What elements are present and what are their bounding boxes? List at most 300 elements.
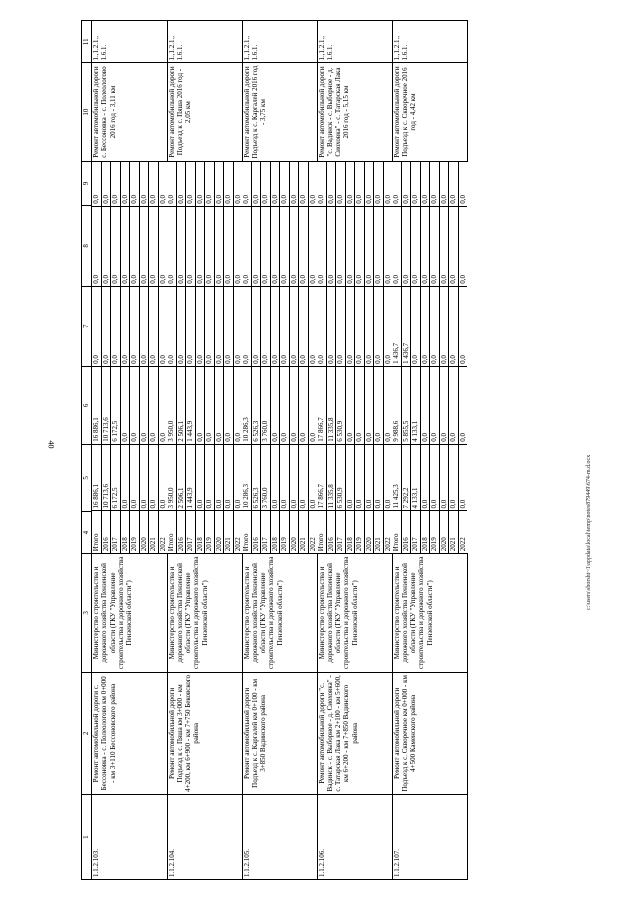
amount-cell: 6 530,9 [336,444,346,511]
amount-cell: 0,0 [355,444,365,511]
amount-cell: 0,0 [205,206,215,286]
amount-cell: 0,0 [401,162,411,207]
amount-cell: 0,0 [458,194,467,204]
amount-cell: 0,0 [420,286,430,366]
amount-cell: 0,0 [355,162,365,207]
year-cell: 2018 [270,511,280,553]
amount-cell: 0,0 [139,286,149,366]
amount-cell: 2 506,1 [176,366,186,444]
amount-cell: 3 950,0 [167,444,176,511]
table-row [317,21,392,880]
amount-cell: 0,0 [364,444,374,511]
column-number: 11 [82,21,92,63]
amount-cell: 0,0 [308,194,317,204]
expected-result: Ремонт автомобильной дороги Подъезд к с. Пяша 2016 год - 2,05 км [167,63,242,161]
amount-cell: 0,0 [326,162,336,207]
year-cell: 2021 [299,511,309,553]
amount-cell: 0,0 [158,194,167,204]
amount-cell: 0,0 [214,286,224,366]
financing-year-row [233,162,242,554]
amount-cell: 11 335,8 [326,366,336,444]
measure-code: 1.1.2.105. [242,795,317,880]
amount-cell: 0,0 [392,162,401,207]
amount-cell: 4 133,1 [411,444,421,511]
financing-year-row [439,162,449,554]
amount-cell: 0,0 [92,206,101,286]
measure-name: Ремонт автомобильной дороги Подъезд к с. Каргалей км 0+100 - км 3+850 Вадинского района [242,672,317,795]
amount-cell: 0,0 [383,366,392,444]
amount-cell: 0,0 [355,206,365,286]
amount-cell: 0,0 [233,194,242,204]
amount-cell: 0,0 [251,286,261,366]
financing-block [92,161,168,554]
amount-cell: 0,0 [158,206,167,286]
amount-cell: 3 760,0 [261,366,271,444]
amount-cell: 0,0 [120,162,130,207]
amount-cell: 0,0 [364,286,374,366]
amount-cell: 11 425,3 [392,444,401,511]
amount-cell: 0,0 [205,286,215,366]
table-body [92,21,468,880]
year-cell: Итого [167,511,176,553]
year-cell: Итого [92,511,101,553]
financing-year-row [101,162,111,554]
amount-cell: 0,0 [214,162,224,207]
amount-cell: 0,0 [458,366,467,444]
amount-cell: 4 133,1 [411,366,421,444]
financing-year-row [149,162,159,554]
financing-year-row [383,162,392,554]
amount-cell: 0,0 [242,162,251,207]
amount-cell: 0,0 [336,286,346,366]
amount-cell: 17 866,7 [317,366,326,444]
year-cell: Итого [317,511,326,553]
measure-name: Ремонт автомобильной дороги Подъезд к с. Пяша км 3+000 - км 4+200, км 6+900 - км 7+750 Бековского района [167,672,242,795]
amount-cell: 1 436,7 [392,286,401,366]
financing-year-row [167,162,176,554]
year-cell: 2021 [374,511,384,553]
amount-cell: 0,0 [458,444,467,511]
amount-cell: 0,0 [449,366,459,444]
amount-cell: 0,0 [308,206,317,286]
financing-year-row [224,162,234,554]
financing-year-row [130,162,140,554]
year-cell: 2019 [355,511,365,553]
expected-result: Ремонт автомобильной дороги Подъезд к с. Каргалей 2016 год - 3,75 км [242,63,317,161]
amount-cell: 0,0 [280,444,290,511]
amount-cell: 0,0 [430,444,440,511]
amount-cell: 0,0 [439,206,449,286]
amount-cell: 0,0 [449,286,459,366]
year-cell: 2020 [439,511,449,553]
amount-cell: 10 286,3 [242,444,251,511]
amount-cell: 0,0 [224,444,234,511]
amount-cell: 0,0 [299,444,309,511]
year-cell: 2022 [308,511,317,553]
year-cell: 2022 [233,511,242,553]
responsible-executor: Министерство строительства и дорожного хозяйства Пензенской области (ГКУ "Управление строительства и дорожного хозяйства Пензенской области") [242,554,317,672]
amount-cell: 0,0 [439,286,449,366]
financing-year-row [251,162,261,554]
amount-cell: 0,0 [430,366,440,444]
expected-result: Ремонт автомобильной дороги с. Бессоновка - с. Полеологово 2016 год - 3,11 км [92,63,168,161]
amount-cell: 0,0 [214,206,224,286]
financing-year-row [411,162,421,554]
amount-cell: 6 526,3 [251,444,261,511]
amount-cell: 0,0 [186,162,196,207]
financing-table [92,162,167,554]
column-number: 2 [82,672,92,795]
financing-year-row [336,162,346,554]
year-cell: 2021 [449,511,459,553]
amount-cell: 0,0 [299,206,309,286]
financing-year-row [186,162,196,554]
table-row [92,21,168,880]
year-cell: 2017 [261,511,271,553]
amount-cell: 0,0 [420,366,430,444]
measure-code: 1.1.2.103. [92,795,168,880]
amount-cell: 0,0 [364,206,374,286]
amount-cell: 0,0 [345,286,355,366]
amount-cell: 0,0 [139,366,149,444]
amount-cell: 10 713,6 [101,366,111,444]
amount-cell: 0,0 [439,444,449,511]
amount-cell: 16 886,1 [92,444,101,511]
amount-cell: 0,0 [139,206,149,286]
amount-cell: 0,0 [270,206,280,286]
amount-cell: 0,0 [270,162,280,207]
financing-block [392,161,467,554]
amount-cell: 9 988,6 [392,366,401,444]
column-number: 5 [82,444,92,511]
amount-cell: 0,0 [326,286,336,366]
amount-cell: 17 866,7 [317,444,326,511]
amount-cell: 0,0 [186,286,196,366]
amount-cell: 0,0 [270,444,280,511]
amount-cell: 2 506,1 [176,444,186,511]
financing-year-row [449,162,459,554]
amount-cell: 0,0 [176,162,186,207]
year-cell: 2018 [420,511,430,553]
amount-cell: 0,0 [374,206,384,286]
amount-cell: 0,0 [270,366,280,444]
amount-cell: 0,0 [326,206,336,286]
amount-cell: 0,0 [308,286,317,366]
financing-year-row [120,162,130,554]
financing-year-row [430,162,440,554]
amount-cell: 0,0 [317,286,326,366]
amount-cell: 3 760,0 [261,444,271,511]
year-cell: 2017 [186,511,196,553]
amount-cell: 0,0 [233,286,242,366]
table-row [392,21,467,880]
amount-cell: 0,0 [299,162,309,207]
year-cell: 2021 [224,511,234,553]
amount-cell: 0,0 [101,162,111,207]
amount-cell: 0,0 [308,444,317,511]
amount-cell: 0,0 [167,206,176,286]
amount-cell: 0,0 [289,286,299,366]
amount-cell: 0,0 [449,444,459,511]
amount-cell: 0,0 [139,444,149,511]
amount-cell: 0,0 [120,444,130,511]
financing-block [167,161,242,554]
financing-year-row [317,162,326,554]
amount-cell: 0,0 [383,206,392,286]
amount-cell: 0,0 [420,162,430,207]
amount-cell: 16 886,1 [92,366,101,444]
footer-file-path: c:\users\sborshi~1\appdata\local\temp\notes879449\674-m.d.ocx [586,454,592,610]
amount-cell: 0,0 [149,286,159,366]
amount-cell: 0,0 [195,444,205,511]
responsible-executor: Министерство строительства и дорожного хозяйства Пензенской области (ГКУ "Управление строительства и дорожного хозяйства Пензенской области") [167,554,242,672]
year-cell: 2019 [280,511,290,553]
amount-cell: 0,0 [392,206,401,286]
amount-cell: 0,0 [130,444,140,511]
amount-cell: 0,0 [458,286,467,366]
page-number: 40 [46,440,56,449]
year-cell: 2018 [345,511,355,553]
amount-cell: 0,0 [251,162,261,207]
measure-name: Ремонт автомобильной дороги с. Бессоновка - с. Полеологово км 0+000 - км 3+110 Бессоновского района [92,672,168,795]
amount-cell: 1 443,9 [186,366,196,444]
amount-cell: 0,0 [308,366,317,444]
amount-cell: 1 443,9 [186,444,196,511]
financing-year-row [92,162,101,554]
column-number: 6 [82,366,92,444]
financing-year-row [458,162,467,554]
amount-cell: 0,0 [130,366,140,444]
amount-cell: 0,0 [374,162,384,207]
amount-cell: 0,0 [111,206,121,286]
amount-cell: 0,0 [411,206,421,286]
amount-cell: 0,0 [289,162,299,207]
measure-code: 1.1.2.107. [392,795,467,880]
amount-cell: 0,0 [158,366,167,444]
financing-table [392,162,467,554]
year-cell: 2016 [401,511,411,553]
amount-cell: 0,0 [411,286,421,366]
amount-cell: 0,0 [439,162,449,207]
amount-cell: 0,0 [317,206,326,286]
amount-cell: 0,0 [317,162,326,207]
amount-cell: 0,0 [233,206,242,286]
financing-year-row [420,162,430,554]
amount-cell: 11 335,8 [326,444,336,511]
year-cell: 2022 [158,511,167,553]
amount-cell: 0,0 [111,162,121,207]
year-cell: 2021 [149,511,159,553]
amount-cell: 0,0 [299,286,309,366]
amount-cell: 0,0 [251,206,261,286]
year-cell: 2022 [383,511,392,553]
year-cell: 2016 [251,511,261,553]
amount-cell: 0,0 [411,162,421,207]
amount-cell: 0,0 [214,366,224,444]
amount-cell: 0,0 [420,444,430,511]
amount-cell: 0,0 [374,286,384,366]
expected-result: Ремонт автомобильной дороги Подъезд к с. Скворечное 2016 год - 4,42 км [392,63,467,161]
financing-table [317,162,392,554]
amount-cell: 0,0 [355,366,365,444]
responsible-executor: Министерство строительства и дорожного хозяйства Пензенской области (ГКУ "Управление строительства и дорожного хозяйства Пензенской области") [317,554,392,672]
amount-cell: 0,0 [149,162,159,207]
amount-cell: 0,0 [345,366,355,444]
amount-cell: 0,0 [299,366,309,444]
financing-year-row [392,162,401,554]
amount-cell: 0,0 [195,366,205,444]
amount-cell: 0,0 [120,286,130,366]
table-row [242,21,317,880]
column-number: 8 [82,206,92,286]
financing-year-row [299,162,309,554]
amount-cell: 0,0 [336,162,346,207]
rotated-page-content [81,20,577,880]
amount-cell: 0,0 [439,366,449,444]
amount-cell: 0,0 [111,286,121,366]
amount-cell: 0,0 [242,286,251,366]
measure-name: Ремонт автомобильной дороги Подъезд к с. Скворечное км 0+000 - км 4+500 Каменского района [392,672,467,795]
expected-result: Ремонт автомобильной дороги "с. Вадинск - с. Выборное - д. Сиоховка" - с. Татарская Лака 2016 год - 5,15 км [317,63,392,161]
financing-year-row [139,162,149,554]
year-cell: 2017 [411,511,421,553]
financing-year-row [364,162,374,554]
financing-table [242,162,317,554]
column-number-row [82,21,92,880]
column-number: 9 [82,161,92,206]
financing-year-row [261,162,271,554]
amount-cell: 0,0 [224,366,234,444]
financing-year-row [270,162,280,554]
amount-cell: 5 855,5 [401,366,411,444]
amount-cell: 0,0 [92,286,101,366]
amount-cell: 0,0 [224,206,234,286]
amount-cell: 0,0 [233,444,242,511]
amount-cell: 0,0 [224,162,234,207]
amount-cell: 0,0 [289,366,299,444]
financing-year-row [242,162,251,554]
column-number: 10 [82,63,92,161]
year-cell: 2020 [214,511,224,553]
amount-cell: 6 526,3 [251,366,261,444]
financing-year-row [326,162,336,554]
amount-cell: 0,0 [383,194,392,204]
amount-cell: 0,0 [458,206,467,286]
responsible-executor: Министерство строительства и дорожного хозяйства Пензенской области (ГКУ "Управление строительства и дорожного хозяйства Пензенской области") [392,554,467,672]
amount-cell: 0,0 [233,366,242,444]
amount-cell: 0,0 [289,444,299,511]
amount-cell: 0,0 [149,444,159,511]
amount-cell: 0,0 [336,206,346,286]
amount-cell: 0,0 [374,366,384,444]
year-cell: 2019 [130,511,140,553]
year-cell: 2017 [111,511,121,553]
amount-cell: 0,0 [149,206,159,286]
amount-cell: 0,0 [186,206,196,286]
year-cell: 2020 [364,511,374,553]
year-cell: 2017 [336,511,346,553]
year-cell: 2016 [101,511,111,553]
amount-cell: 0,0 [139,162,149,207]
indicator-reference: 1.,1.2.1., 1.6.1. [92,21,168,63]
amount-cell: 0,0 [270,286,280,366]
financing-block [242,161,317,554]
amount-cell: 0,0 [242,206,251,286]
amount-cell: 0,0 [261,286,271,366]
amount-cell: 0,0 [280,162,290,207]
indicator-reference: 1.,1.2.1., 1.6.1. [167,21,242,63]
year-cell: Итого [242,511,251,553]
amount-cell: 0,0 [130,206,140,286]
amount-cell: 0,0 [176,286,186,366]
amount-cell: 6 172,5 [111,366,121,444]
financing-table [167,162,242,554]
amount-cell: 1 436,7 [401,286,411,366]
year-cell: 2020 [139,511,149,553]
amount-cell: 6 530,9 [336,366,346,444]
financing-year-row [308,162,317,554]
amount-cell: 0,0 [149,366,159,444]
financing-year-row [111,162,121,554]
column-number: 1 [82,795,92,880]
amount-cell: 0,0 [176,206,186,286]
amount-cell: 0,0 [430,206,440,286]
amount-cell: 0,0 [205,366,215,444]
amount-cell: 0,0 [345,206,355,286]
year-cell: 2019 [205,511,215,553]
measure-code: 1.1.2.104. [167,795,242,880]
year-cell: 2018 [195,511,205,553]
amount-cell: 0,0 [92,162,101,207]
amount-cell: 0,0 [374,444,384,511]
amount-cell: 0,0 [261,162,271,207]
financing-year-row [401,162,411,554]
financing-year-row [280,162,290,554]
indicator-reference: 1.,1.2.1., 1.6.1. [242,21,317,63]
amount-cell: 0,0 [401,206,411,286]
amount-cell: 0,0 [195,206,205,286]
amount-cell: 0,0 [101,206,111,286]
amount-cell: 10 286,3 [242,366,251,444]
amount-cell: 0,0 [214,444,224,511]
table-row [167,21,242,880]
financing-year-row [195,162,205,554]
amount-cell: 0,0 [289,206,299,286]
amount-cell: 0,0 [158,444,167,511]
amount-cell: 0,0 [345,444,355,511]
amount-cell: 0,0 [120,366,130,444]
indicator-reference: 1.,1.2.1., 1.6.1. [317,21,392,63]
amount-cell: 0,0 [130,286,140,366]
indicator-reference: 1.,1.2.1., 1.6.1. [392,21,467,63]
amount-cell: 0,0 [195,162,205,207]
column-number: 3 [82,554,92,672]
amount-cell: 0,0 [158,286,167,366]
year-cell: 2016 [176,511,186,553]
financing-year-row [374,162,384,554]
amount-cell: 0,0 [420,206,430,286]
amount-cell: 0,0 [449,206,459,286]
financing-year-row [214,162,224,554]
amount-cell: 0,0 [364,162,374,207]
financing-year-row [289,162,299,554]
amount-cell: 0,0 [167,286,176,366]
financing-year-row [205,162,215,554]
amount-cell: 6 172,5 [111,444,121,511]
program-table [81,20,468,880]
financing-year-row [176,162,186,554]
amount-cell: 0,0 [364,366,374,444]
